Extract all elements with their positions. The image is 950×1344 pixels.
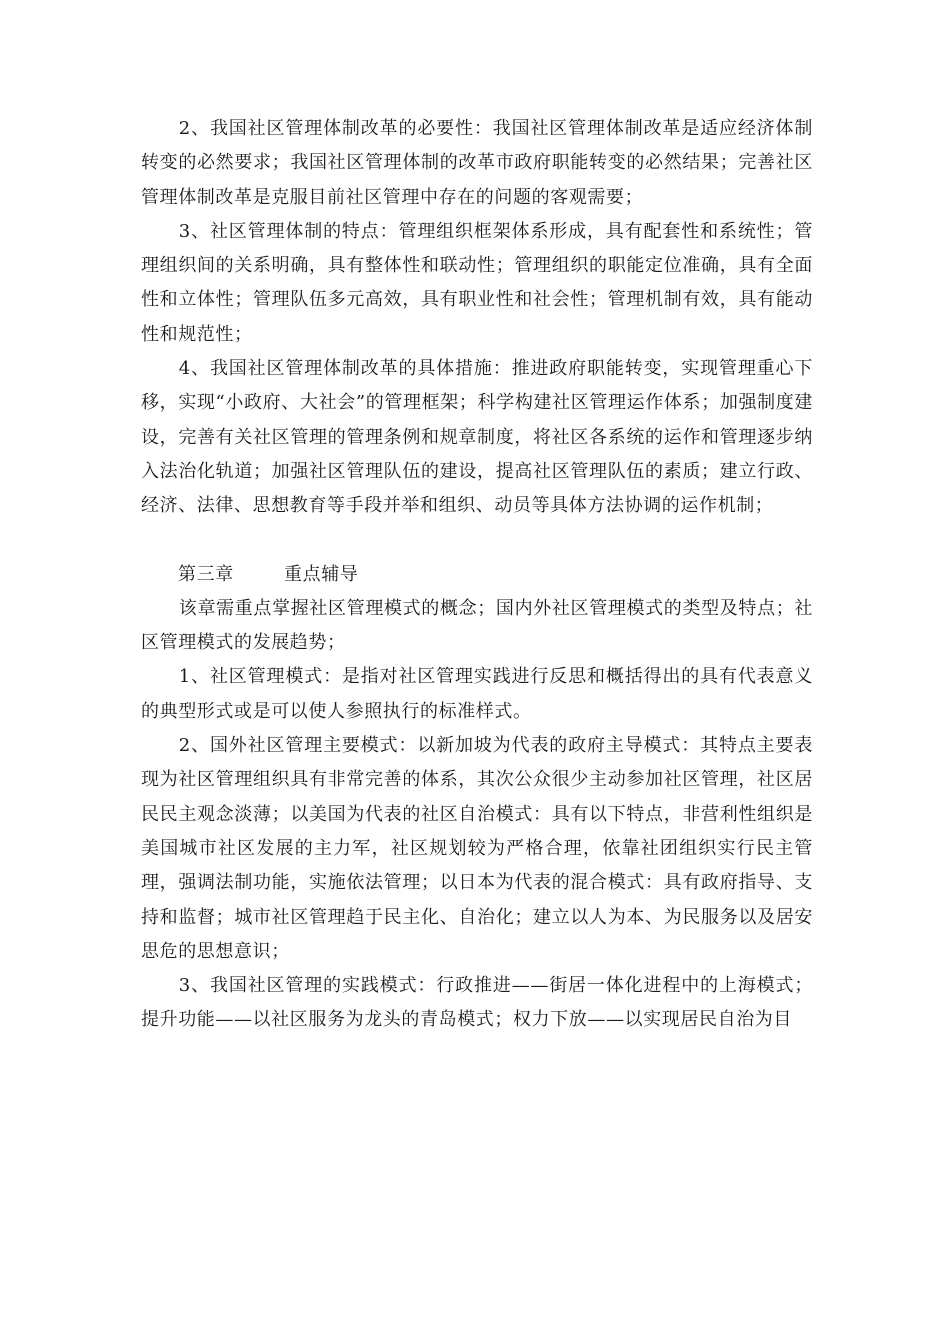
paragraph: 3、我国社区管理的实践模式：行政推进——街居一体化进程中的上海模式；提升功能——以社区服务为龙头的青岛模式；权力下放——以实现居民自治为目 <box>141 975 813 1031</box>
paragraph: 1、社区管理模式：是指对社区管理实践进行反思和概括得出的具有代表意义的典型形式或是可以使人参照执行的标准样式。 <box>141 666 813 722</box>
chapter-title: 重点辅导 <box>284 563 359 585</box>
paragraph: 2、我国社区管理体制改革的必要性：我国社区管理体制改革是适应经济体制转变的必然要求；我国社区管理体制的改革市政府职能转变的必然结果；完善社区管理体制改革是克服目前社区管理中存在的问题的客观需要； <box>141 118 813 208</box>
paragraph: 该章需重点掌握社区管理模式的概念；国内外社区管理模式的类型及特点；社区管理模式的发展趋势； <box>141 597 813 654</box>
document-body <box>141 112 813 1038</box>
paragraph: 4、我国社区管理体制改革的具体措施：推进政府职能转变，实现管理重心下移，实现“小政府、大社会”的管理框架；科学构建社区管理运作体系；加强制度建设，完善有关社区管理的管理条例和规章制度，将社区各系统的运作和管理逐步纳入法治化轨道；加强社区管理队伍的建设，提高社区管理队伍的素质；建立行政、经济、法律、思想教育等手段并举和组织、动员等具体方法协调的运作机制； <box>141 358 813 517</box>
paragraph: 2、国外社区管理主要模式：以新加坡为代表的政府主导模式：其特点主要表现为社区管理组织具有非常完善的体系，其次公众很少主动参加社区管理，社区居民民主观念淡薄；以美国为代表的社区自治模式：具有以下特点，非营利性组织是美国城市社区发展的主力军，社区规划较为严格合理，依靠社团组织实行民主管理，强调法制功能，实施依法管理；以日本为代表的混合模式：具有政府指导、支持和监督；城市社区管理趋于民主化、自治化；建立以人为本、为民服务以及居安思危的思想意识； <box>141 735 813 962</box>
chapter-heading <box>141 558 813 592</box>
chapter-number: 第三章 <box>178 563 234 585</box>
blank-line <box>141 524 813 558</box>
paragraph: 3、社区管理体制的特点：管理组织框架体系形成，具有配套性和系统性；管理组织间的关系明确，具有整体性和联动性；管理组织的职能定位准确，具有全面性和立体性；管理队伍多元高效，具有职业性和社会性；管理机制有效，具有能动性和规范性； <box>141 220 813 345</box>
